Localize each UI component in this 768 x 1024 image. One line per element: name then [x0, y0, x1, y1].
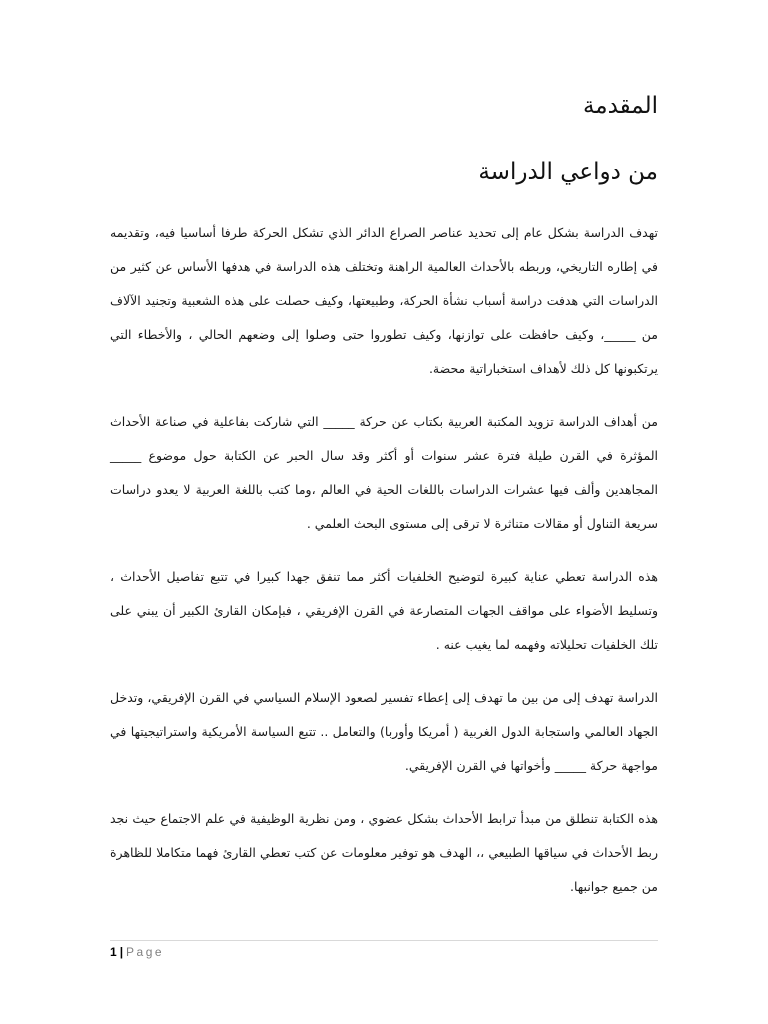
section-heading: من دواعي الدراسة — [478, 159, 658, 185]
paragraph-3: هذه الدراسة تعطي عناية كبيرة لتوضيح الخلفيات أكثر مما تنفق جهدا كبيرا في تتبع تفاصيل الأحداث ، وتسليط الأضواء على مواقف الجهات المتصارعة في القرن الإفريقي ، فبإمكان القارئ الكبير أن يبني على تلك الخلفيات تحليلاته وفهمه لما يغيب عنه . — [110, 569, 658, 652]
page-word: Page — [126, 945, 165, 959]
page-number-label — [110, 945, 164, 959]
document-body — [110, 88, 658, 923]
paragraph-2: من أهداف الدراسة تزويد المكتبة العربية بكتاب عن حركة _____ التي شاركت بفاعلية في صناعة الأحداث المؤثرة في القرن طيلة فترة عشر سنوات أو أكثر وقد سال الحبر عن الكتابة حول موضوع _____ المجاهدين وألف فيها عشرات الدراسات باللغات الحية في العالم ،وما كتب باللغة العربية لا يعدو دراسات سريعة التناول أو مقالات متناثرة لا ترقى إلى مستوى البحث العلمي . — [110, 414, 658, 531]
paragraph-4: الدراسة تهدف إلى من بين ما تهدف إلى إعطاء تفسير لصعود الإسلام السياسي في القرن الإفريقي، وتدخل الجهاد العالمي واستجابة الدول الغربية ( أمريكا وأوربا) والتعامل .. تتبع السياسة الأمريكية واستراتيجيتها في مواجهة حركة _____ وأخواتها في القرن الإفريقي. — [110, 690, 658, 773]
page-separator: | — [119, 945, 124, 959]
page-footer — [110, 940, 658, 965]
paragraph-1: تهدف الدراسة بشكل عام إلى تحديد عناصر الصراع الدائر الذي تشكل الحركة طرفا أساسيا فيه، وتقديمه في إطاره التاريخي، وربطه بالأحداث العالمية الراهنة وتختلف هذه الدراسة في هدفها الأساس عن كثير من الدراسات التي هدفت دراسة أسباب نشأة الحركة، وطبيعتها، وكيف حصلت على هذه الشعبية وتجنيد الآلاف من _____، وكيف حافظت على توازنها، وكيف تطوروا حتى وصلوا إلى وضعهم الحالي ، والأخطاء التي يرتكبونها كل ذلك لأهداف استخباراتية محضة. — [110, 225, 658, 376]
page-title: المقدمة — [582, 93, 658, 119]
paragraph-5: هذه الكتابة تنطلق من مبدأ ترابط الأحداث بشكل عضوي ، ومن نظرية الوظيفية في علم الاجتماع حيث نجد ربط الأحداث في سياقها الطبيعي ،، الهدف هو توفير معلومات عن كتب تعطي القارئ فهما متكاملا للظاهرة من جميع جوانبها. — [110, 811, 658, 894]
page-number: 1 — [110, 945, 117, 959]
